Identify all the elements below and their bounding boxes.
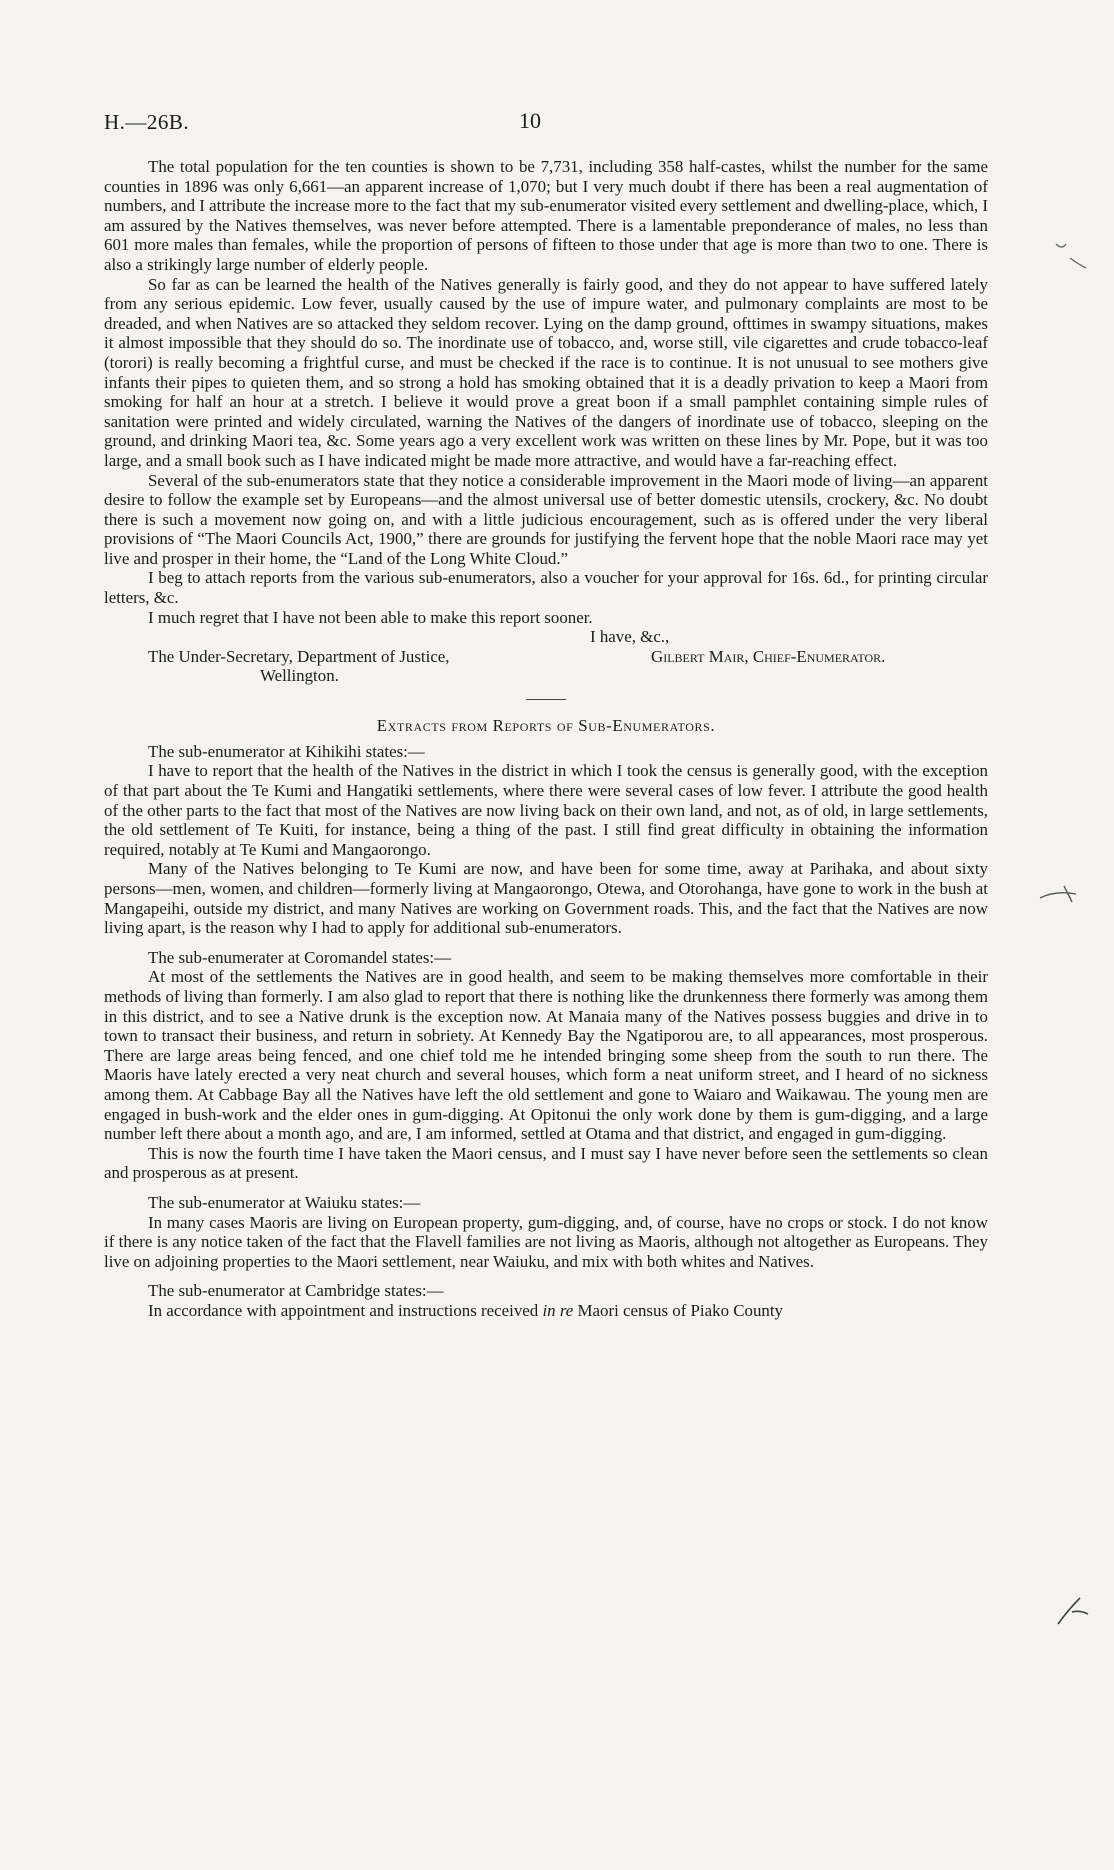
signature-block (104, 627, 988, 685)
cambridge-italic-text: in re (542, 1300, 574, 1320)
paragraph-health: So far as can be learned the health of the Natives generally is fairly good, and they do not appear to have suffered lately from any serious epidemic. Low fever, usually caused by the use of impure water, and pulmonary complaints are most to be dreaded, and when Natives are so attacked they seldom recover. Lying on the damp ground, ofttimes in swampy situations, makes it almost impossible that they should do so. The inordinate use of tobacco, and, worse still, vile cigarettes and crude tobacco-leaf (torori) is really becoming a frightful curse, and must be checked if the race is to continue. It is not unusual to see mothers give infants their pipes to quieten them, and so strong a hold has smoking obtained that it is a deadly privation to keep a Maori from smoking for half an hour at a stretch. I believe it would prove a great boon if a small pamphlet containing simple rules of sanitation were printed and widely circulated, warning the Natives of the dangers of inordinate use of tobacco, sleeping on the ground, and drinking Maori tea, &c. Some years ago a very excellent work was written on these lines by Mr. Pope, but it was too large, and a small book such as I have indicated might be made more attractive, and would have a far-reaching effect. (104, 274, 988, 470)
paragraph-regret: I much regret that I have not been able to make this report sooner. (148, 607, 593, 627)
closing-phrase: I have, &c., (590, 627, 670, 647)
coromandel-paragraph: This is now the fourth time I have taken the Maori census, and I must say I have never before seen the settlements so clean and prosperous as at present. (104, 1143, 988, 1183)
waiuku-paragraph: In many cases Maoris are living on European property, gum-digging, and, of course, have no crops or stock. I do not know if there is any notice taken of the fact that the Flavell families are not living as Maoris, although not altogether as Europeans. They live on adjoining properties to the Maori settlement, near Waiuku, and mix with both whites and Natives. (104, 1212, 988, 1271)
paragraph-attach-reports: I beg to attach reports from the various sub-enumerators, also a voucher for your approval for 16s. 6d., for printing circular letters, &c. (104, 568, 988, 608)
signer-name: Gilbert Mair, Chief-Enumerator. (651, 647, 886, 667)
cambridge-text-tail: Maori census of Piako County (573, 1300, 783, 1320)
coromandel-intro: The sub-enumerater at Coromandel states:— (148, 947, 451, 967)
document-reference: H.—26B. (104, 110, 190, 134)
paragraph-population: The total population for the ten counties is shown to be 7,731, including 358 half-castes, whilst the number for the same counties in 1896 was only 6,661—an apparent increase of 1,070; but I very much doubt if there has been a real augmentation of numbers, and I attribute the increase more to the fact that my sub-enumerator visited every settlement and dwelling-place, which, I am assured by the Natives themselves, was never before attempted. There is a lamentable preponderance of males, no less than 601 more males than females, while the proportion of persons of fifteen to those under that age is more than two to one. There is also a strikingly large number of elderly people. (104, 157, 988, 274)
section-divider (526, 699, 566, 700)
addressee-location: Wellington. (260, 666, 339, 686)
waiuku-intro: The sub-enumerator at Waiuku states:— (148, 1192, 421, 1212)
cambridge-paragraph (104, 1301, 988, 1321)
paragraph-improvement: Several of the sub-enumerators state that they notice a considerable improvement in the Maori mode of living—an apparent desire to follow the example set by Europeans—and the almost universal use of better domestic utensils, crockery, &c. No doubt there is such a movement now going on, and with a little judicious encouragement, such as is offered under the very liberal provisions of “The Maori Councils Act, 1900,” there are grounds for justifying the fervent hope that the noble Maori race may yet live and prosper in their home, the “Land of the Long White Cloud.” (104, 470, 988, 568)
margin-mark-icon (1036, 880, 1086, 910)
section-heading: Extracts from Reports of Sub-Enumerators. (376, 716, 716, 736)
page-number: 10 (519, 108, 541, 133)
kihikihi-paragraph: I have to report that the health of the Natives in the district in which I took the census is generally good, with the exception of that part about the Te Kumi and Hangatiki settlements, where there were several cases of low fever. I attribute the good health of the other parts to the fact that most of the Natives are now living back on their own land, and not, as of old, in large settlements, the old settlement of Te Kuiti, for instance, being a thing of the past. I still find great difficulty in obtaining the information required, notably at Te Kumi and Mangaorongo. (104, 761, 988, 859)
coromandel-paragraph: At most of the settlements the Natives are in good health, and seem to be making themselves more comfortable in their methods of living than formerly. I am also glad to report that there is nothing like the drunkenness there formerly was among them in this district, and to see a Native drunk is the exception now. At Manaia many of the Natives possess buggies and drive in to town to transact their business, and return in sobriety. At Kennedy Bay the Ngatiporou are, to all appearances, most prosperous. There are large areas being fenced, and one chief told me he intended bringing some sheep from the south to run there. The Maoris have lately erected a very neat church and several houses, which form a neat uniform street, and I heard of no sickness among them. At Cabbage Bay all the Natives have left the old settlement and gone to Waiaro and Waikawau. The young men are engaged in bush-work and the elder ones in gum-digging. At Opitonui the only work done by them is gum-digging, and a large number left there about a month ago, and are, I am informed, settled at Otama and that district, and engaged in gum-digging. (104, 967, 988, 1144)
body-text (104, 157, 988, 1320)
margin-mark-icon (1054, 1590, 1094, 1630)
cambridge-intro: The sub-enumerator at Cambridge states:— (148, 1281, 444, 1301)
cambridge-text: In accordance with appointment and instructions received (148, 1300, 543, 1320)
addressee: The Under-Secretary, Department of Justice, (148, 647, 450, 667)
margin-mark-icon (1052, 238, 1092, 278)
kihikihi-paragraph: Many of the Natives belonging to Te Kumi are now, and have been for some time, away at Parihaka, and about sixty persons—men, women, and children—formerly living at Mangaorongo, Otewa, and Otorohanga, have gone to work in the bush at Mangapeihi, outside my district, and many Natives are working on Government roads. This, and the fact that the Natives are now living apart, is the reason why I had to apply for additional sub-enumerators. (104, 859, 988, 938)
kihikihi-intro: The sub-enumerator at Kihikihi states:— (148, 741, 425, 761)
